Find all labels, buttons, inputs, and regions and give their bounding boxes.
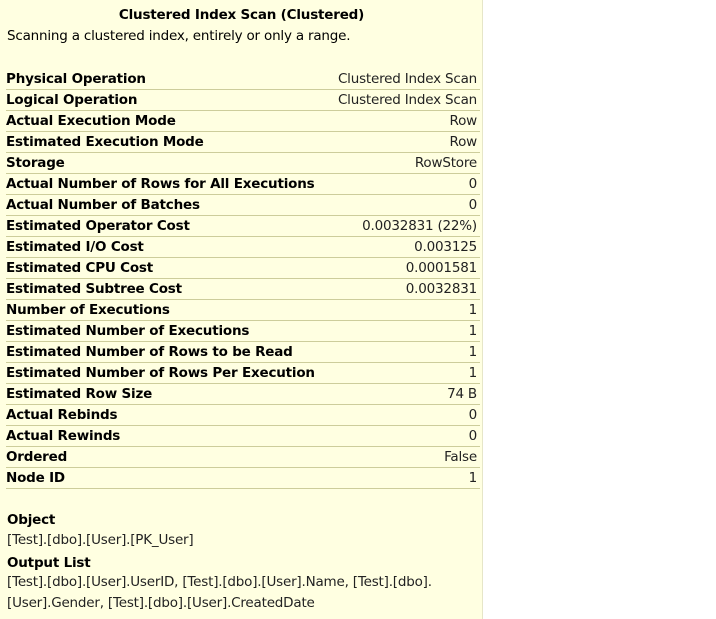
- property-value: RowStore: [414, 155, 477, 171]
- property-row: [6, 174, 480, 195]
- property-label: Actual Rebinds: [6, 407, 118, 423]
- property-value: 74 B: [447, 386, 477, 402]
- property-label: Actual Rewinds: [6, 428, 121, 444]
- property-row: [6, 426, 480, 447]
- operator-description: Scanning a clustered index, entirely or only a range.: [7, 28, 351, 44]
- property-row: [6, 321, 480, 342]
- property-label: Actual Number of Batches: [6, 197, 200, 213]
- property-row: [6, 447, 480, 468]
- property-value: 0.0032831 (22%): [362, 218, 477, 234]
- property-row: [6, 111, 480, 132]
- property-row: [6, 153, 480, 174]
- property-label: Actual Number of Rows for All Executions: [6, 176, 315, 192]
- property-row: [6, 132, 480, 153]
- property-value: 0: [468, 428, 477, 444]
- property-label: Estimated I/O Cost: [6, 239, 144, 255]
- property-label: Estimated Number of Executions: [6, 323, 250, 339]
- property-value: 0.0032831: [405, 281, 477, 297]
- property-row: [6, 69, 480, 90]
- property-value: 1: [468, 344, 477, 360]
- property-row: [6, 405, 480, 426]
- property-value: 0: [468, 197, 477, 213]
- property-label: Storage: [6, 155, 65, 171]
- property-row: [6, 468, 480, 489]
- property-value: Clustered Index Scan: [337, 71, 477, 87]
- object-heading: Object: [7, 512, 56, 528]
- property-label: Estimated Number of Rows Per Execution: [6, 365, 315, 381]
- property-label: Estimated Operator Cost: [6, 218, 190, 234]
- operator-title: Clustered Index Scan (Clustered): [118, 7, 365, 23]
- property-label: Ordered: [6, 449, 68, 465]
- property-label: Estimated CPU Cost: [6, 260, 154, 276]
- property-value: 1: [468, 302, 477, 318]
- property-row: [6, 90, 480, 111]
- property-value: 0: [468, 176, 477, 192]
- properties-table: [6, 69, 480, 489]
- property-label: Estimated Row Size: [6, 386, 153, 402]
- property-label: Physical Operation: [6, 71, 146, 87]
- property-label: Logical Operation: [6, 92, 138, 108]
- property-row: [6, 195, 480, 216]
- property-value: False: [444, 449, 477, 465]
- property-row: [6, 384, 480, 405]
- object-value: [Test].[dbo].[User].[PK_User]: [7, 532, 194, 548]
- property-label: Estimated Execution Mode: [6, 134, 204, 150]
- property-value: Clustered Index Scan: [337, 92, 477, 108]
- property-row: [6, 216, 480, 237]
- property-value: 1: [468, 470, 477, 486]
- property-value: 1: [468, 323, 477, 339]
- property-value: Row: [449, 134, 477, 150]
- property-label: Actual Execution Mode: [6, 113, 176, 129]
- property-row: [6, 237, 480, 258]
- output-list-value: [Test].[dbo].[User].UserID, [Test].[dbo].[User].Name, [Test].[dbo].[User].Gender, [Test].[dbo].[User].CreatedDate: [7, 574, 432, 611]
- property-row: [6, 258, 480, 279]
- property-value: 1: [468, 365, 477, 381]
- property-row: [6, 342, 480, 363]
- property-label: Estimated Number of Rows to be Read: [6, 344, 293, 360]
- property-label: Node ID: [6, 470, 65, 486]
- property-value: 0.003125: [414, 239, 477, 255]
- property-row: [6, 300, 480, 321]
- property-row: [6, 279, 480, 300]
- property-value: 0.0001581: [405, 260, 477, 276]
- property-value: 0: [468, 407, 477, 423]
- property-label: Estimated Subtree Cost: [6, 281, 182, 297]
- property-value: Row: [449, 113, 477, 129]
- property-row: [6, 363, 480, 384]
- output-list-heading: Output List: [7, 555, 91, 571]
- property-label: Number of Executions: [6, 302, 170, 318]
